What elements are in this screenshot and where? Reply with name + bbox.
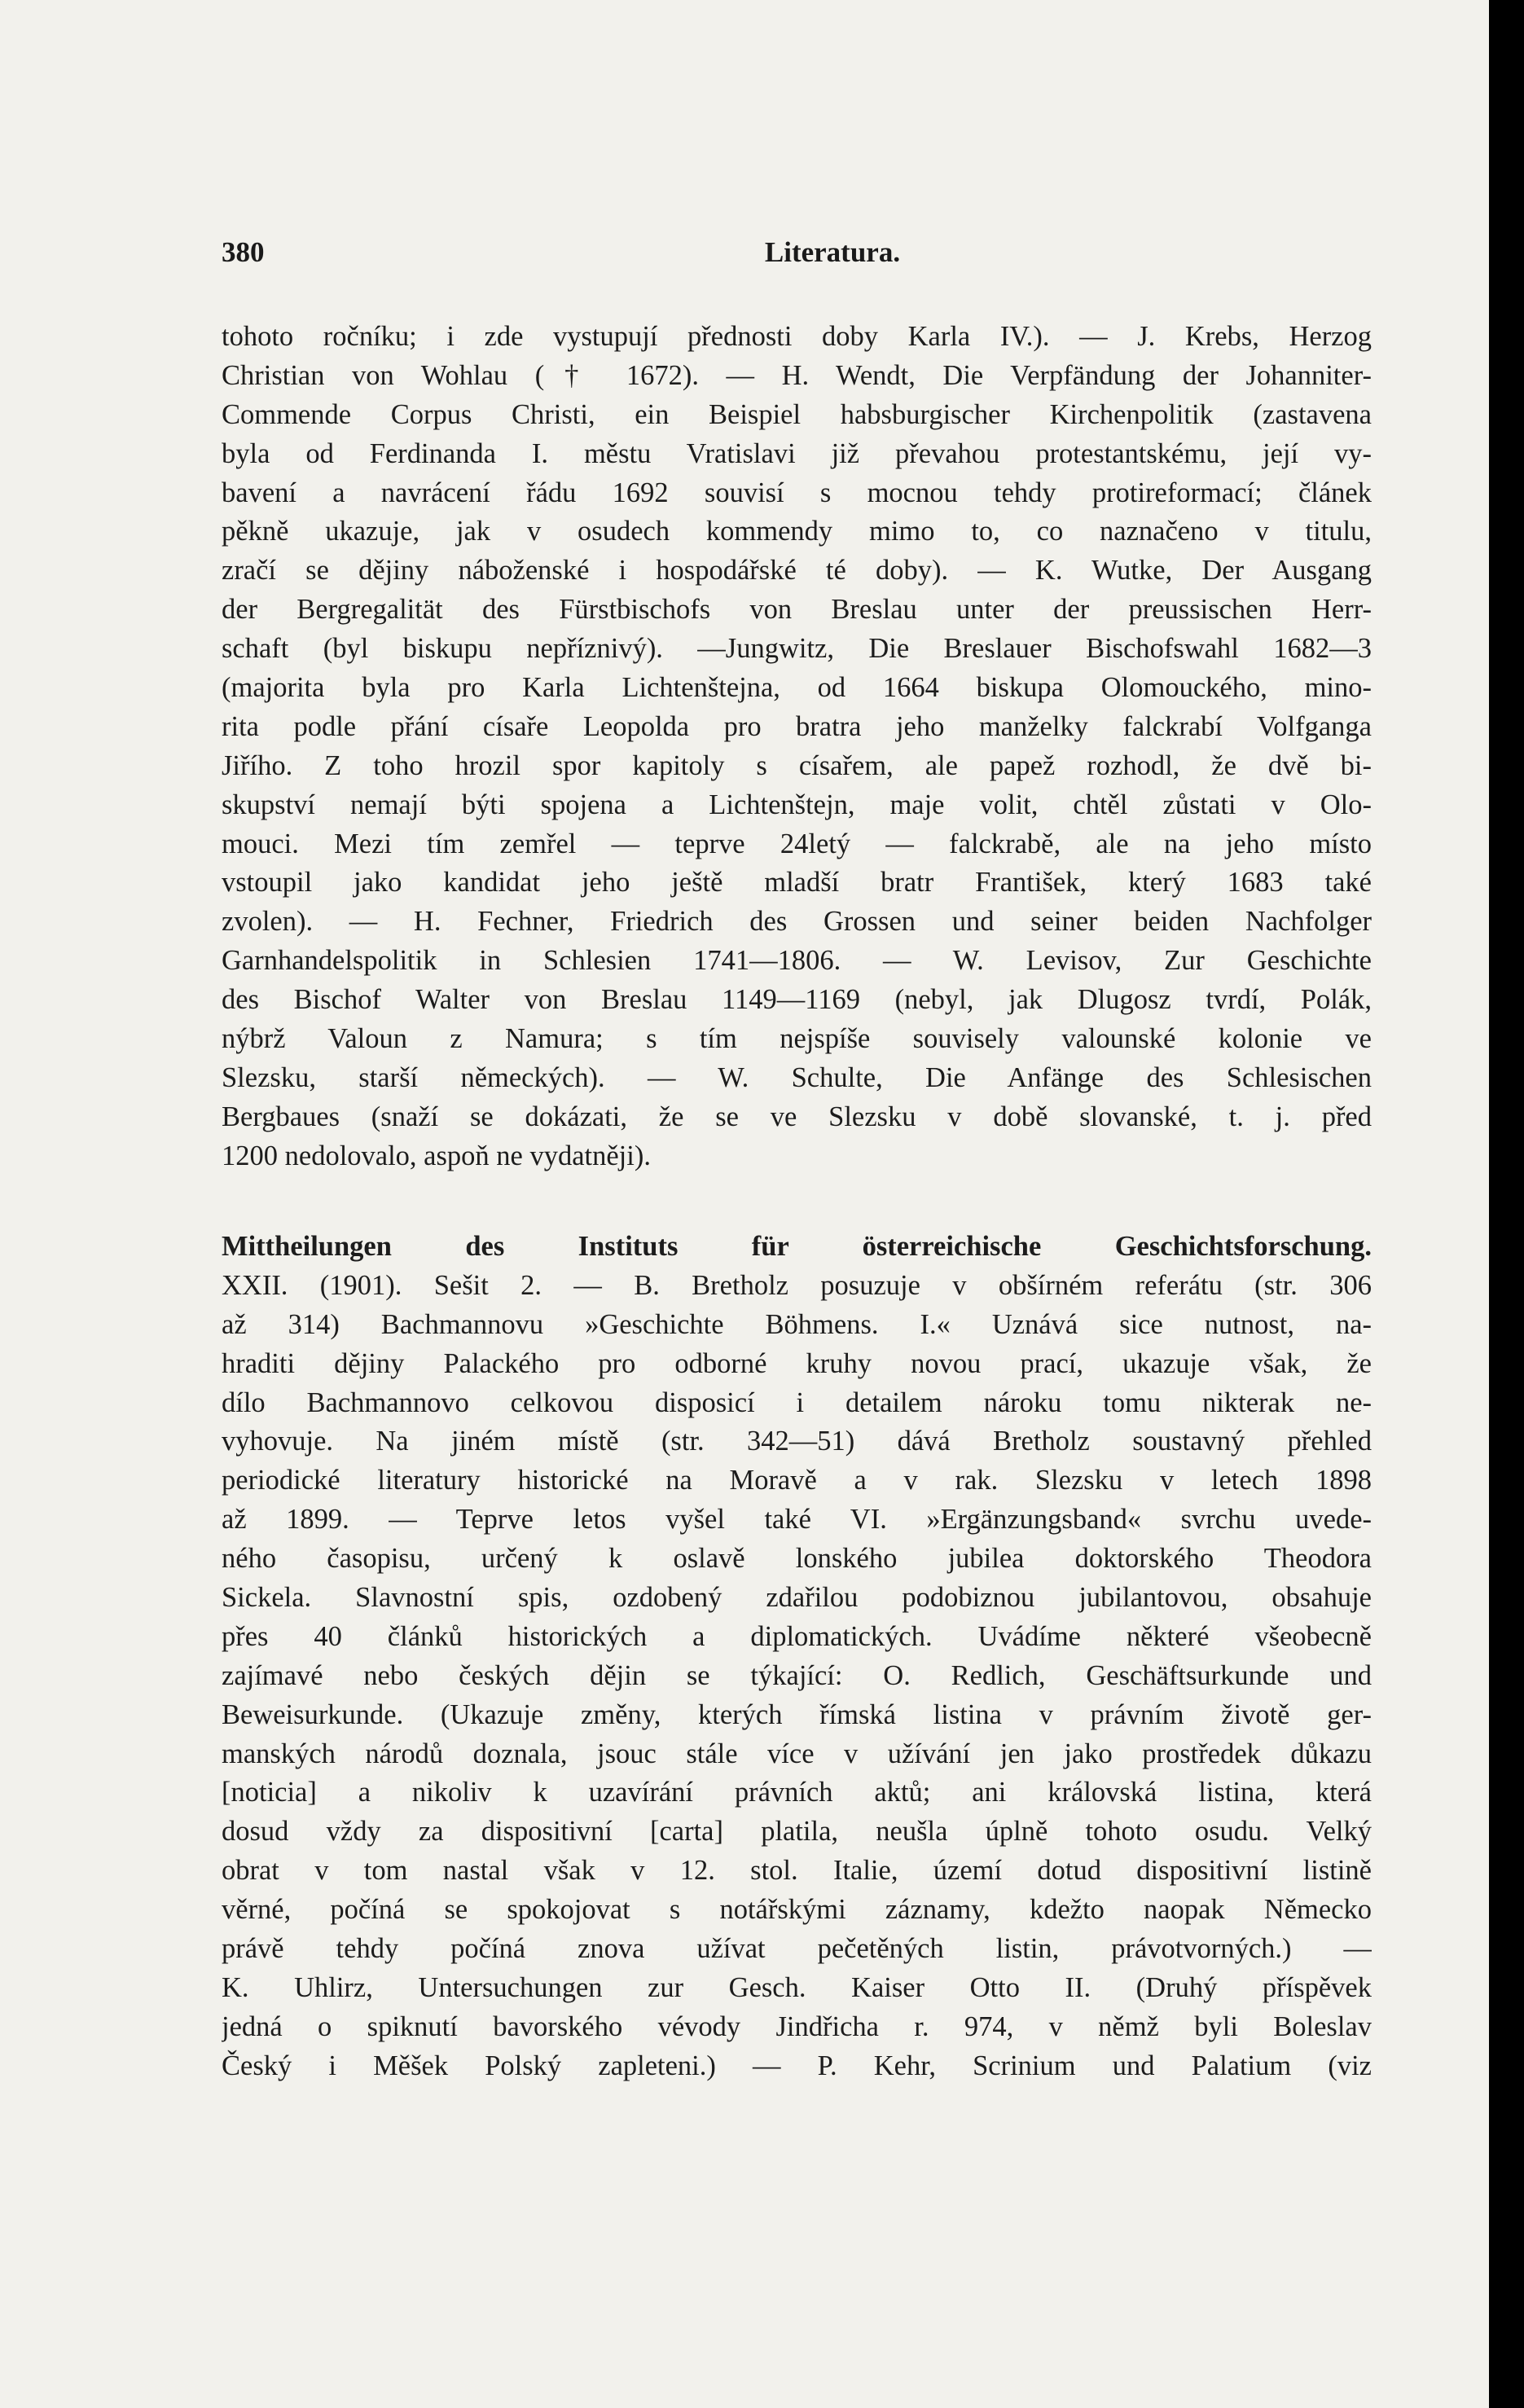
text-line: Jiřího. Z toho hrozil spor kapitoly s císařem, ale papež rozhodl, že dvě bi- bbox=[222, 749, 1372, 781]
text-line: Garnhandelspolitik in Schlesien 1741—1806. — W. Levisov, Zur Geschichte bbox=[222, 945, 1372, 977]
text-line: [noticia] a nikoliv k uzavírání právních aktů; ani královská listina, která bbox=[222, 1777, 1372, 1808]
text-line: Český i Měšek Polský zapleteni.) — P. Kehr, Scrinium und Palatium (viz bbox=[222, 2050, 1372, 2081]
paragraph-2 bbox=[222, 1228, 1372, 2086]
text-line: manských národů doznala, jsouc stále více v užívání jen jako prostředek důkazu bbox=[222, 1738, 1372, 1769]
text-line: der Bergregalität des Fürstbischofs von Breslau unter der preussischen Herr- bbox=[222, 594, 1372, 626]
text-line: periodické literatury historické na Moravě a v rak. Slezsku v letech 1898 bbox=[222, 1465, 1372, 1496]
text-line: XXII. (1901). Sešit 2. — B. Bretholz posuzuje v obšírném referátu (str. 306 bbox=[222, 1269, 1372, 1301]
text-line: přes 40 článků historických a diplomatických. Uvádíme některé všeobecně bbox=[222, 1620, 1372, 1652]
text-line: zvolen). — H. Fechner, Friedrich des Grossen und seiner beiden Nachfolger bbox=[222, 906, 1372, 938]
text-line: schaft (byl biskupu nepříznivý). —Jungwitz, Die Breslauer Bischofswahl 1682—3 bbox=[222, 633, 1372, 665]
text-line: mouci. Mezi tím zemřel — teprve 24letý — falckrabě, ale na jeho místo bbox=[222, 828, 1372, 859]
text-line: Bergbaues (snaží se dokázati, že se ve Slezsku v době slovanské, t. j. před bbox=[222, 1101, 1372, 1132]
text-line: nýbrž Valoun z Namura; s tím nejspíše souvisely valounské kolonie ve bbox=[222, 1023, 1372, 1055]
text-line: až 314) Bachmannovu »Geschichte Böhmens. I.« Uznává sice nutnost, na- bbox=[222, 1308, 1372, 1340]
text-line: des Bischof Walter von Breslau 1149—1169 (nebyl, jak Dlugosz tvrdí, Polák, bbox=[222, 984, 1372, 1016]
text-line: zajímavé nebo českých dějin se týkající: O. Redlich, Geschäftsurkunde und bbox=[222, 1659, 1372, 1691]
text-line: Slezsku, starší německých). — W. Schulte, Die Anfänge des Schlesischen bbox=[222, 1061, 1372, 1093]
text-line: byla od Ferdinanda I. městu Vratislavi již převahou protestantskému, její vy- bbox=[222, 437, 1372, 469]
text-line: vyhovuje. Na jiném místě (str. 342—51) dává Bretholz soustavný přehled bbox=[222, 1426, 1372, 1457]
text-line: věrné, počíná se spokojovat s notářskými záznamy, kdežto naopak Německo bbox=[222, 1894, 1372, 1926]
text-line: obrat v tom nastal však v 12. stol. Italie, území dotud dispositivní listině bbox=[222, 1855, 1372, 1887]
text-line: dosud vždy za dispositivní [carta] platila, neušla úplně tohoto osudu. Velký bbox=[222, 1816, 1372, 1848]
page-header bbox=[222, 236, 1378, 285]
text-line: zračí se dějiny náboženské i hospodářské té doby). — K. Wutke, Der Ausgang bbox=[222, 555, 1372, 587]
text-line: (majorita byla pro Karla Lichtenštejna, od 1664 biskupa Olomouckého, mino- bbox=[222, 672, 1372, 704]
text-line: 1200 nedolovalo, aspoň ne vydatněji). bbox=[222, 1140, 651, 1171]
text-line: dílo Bachmannovo celkovou disposicí i detailem nároku tomu nikterak ne- bbox=[222, 1386, 1372, 1418]
journal-title-line: Mittheilungen des Instituts für österreichische Geschichtsforschung. bbox=[222, 1231, 1372, 1262]
text-line: Beweisurkunde. (Ukazuje změny, kterých římská listina v právním životě ger- bbox=[222, 1698, 1372, 1730]
text-line: skupství nemají býti spojena a Lichtenštejn, maje volit, chtěl zůstati v Olo- bbox=[222, 789, 1372, 820]
text-line: jedná o spiknutí bavorského vévody Jindřicha r. 974, v němž byli Boleslav bbox=[222, 2010, 1372, 2042]
text-line: tohoto ročníku; i zde vystupují přednosti doby Karla IV.). — J. Krebs, Herzog bbox=[222, 321, 1372, 352]
text-line: pěkně ukazuje, jak v osudech kommendy mimo to, co naznačeno v titulu, bbox=[222, 516, 1372, 547]
text-line: právě tehdy počíná znova užívat pečetěných listin, právotvorných.) — bbox=[222, 1933, 1372, 1965]
running-title: Literatura. bbox=[764, 236, 901, 268]
paragraph-1 bbox=[222, 318, 1372, 1176]
text-line: Commende Corpus Christi, ein Beispiel habsburgischer Kirchenpolitik (zastavena bbox=[222, 398, 1372, 430]
text-line: Christian von Wohlau († 1672). — H. Wendt, Die Verpfändung der Johanniter- bbox=[222, 359, 1372, 391]
text-line: hraditi dějiny Palackého pro odborné kruhy novou prací, ukazuje však, že bbox=[222, 1347, 1372, 1379]
scan-border bbox=[1489, 0, 1524, 2408]
text-line: K. Uhlirz, Untersuchungen zur Gesch. Kaiser Otto II. (Druhý příspěvek bbox=[222, 1971, 1372, 2003]
page-number: 380 bbox=[222, 236, 265, 268]
text-line: bavení a navrácení řádu 1692 souvisí s mocnou tehdy protireformací; článek bbox=[222, 477, 1372, 508]
text-line: ného časopisu, určený k oslavě lonského jubilea doktorského Theodora bbox=[222, 1543, 1372, 1575]
text-line: Sickela. Slavnostní spis, ozdobený zdařilou podobiznou jubilantovou, obsahuje bbox=[222, 1582, 1372, 1614]
text-line: až 1899. — Teprve letos vyšel také VI. »Ergänzungsband« svrchu uvede- bbox=[222, 1504, 1372, 1536]
text-line: vstoupil jako kandidat jeho ještě mladší bratr František, který 1683 také bbox=[222, 867, 1372, 899]
text-line: rita podle přání císaře Leopolda pro bratra jeho manželky falckrabí Volfganga bbox=[222, 710, 1372, 742]
